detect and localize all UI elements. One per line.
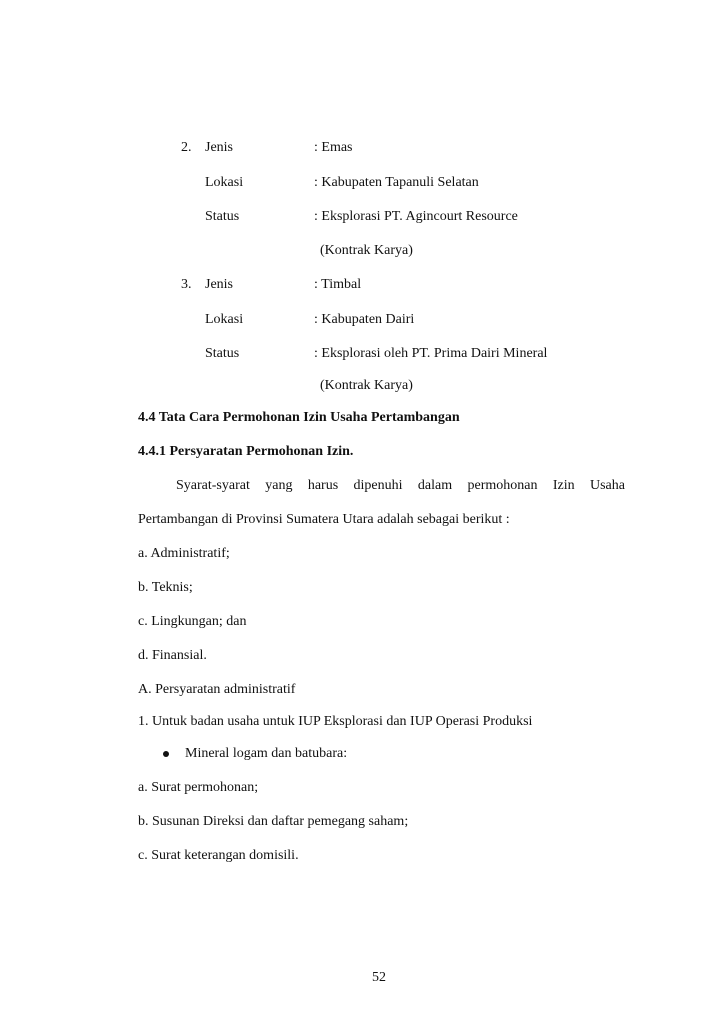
paragraph-word: dipenuhi: [353, 478, 403, 493]
paragraph-word: permohonan: [467, 478, 538, 493]
jenis-label: Jenis: [205, 140, 233, 155]
requirement-item: a. Administratif;: [138, 546, 230, 561]
mineral-number: 3.: [181, 277, 192, 292]
sub-item: a. Surat permohonan;: [138, 780, 259, 795]
status-value: : Eksplorasi PT. Agincourt Resource: [314, 209, 518, 224]
page-number: 52: [372, 970, 386, 985]
lokasi-value: : Kabupaten Dairi: [314, 312, 415, 327]
sub-item: c. Surat keterangan domisili.: [138, 848, 299, 863]
admin-heading: A. Persyaratan administratif: [138, 682, 296, 697]
paragraph-word: harus: [307, 478, 339, 493]
lokasi-value: : Kabupaten Tapanuli Selatan: [314, 175, 479, 190]
bullet-text: Mineral logam dan batubara:: [185, 746, 348, 761]
paragraph-word: yang: [265, 478, 293, 493]
paragraph-word: Usaha: [590, 478, 625, 493]
status-label: Status: [205, 209, 240, 224]
requirement-item: d. Finansial.: [138, 648, 207, 663]
paragraph-word: Syarat-syarat: [176, 478, 250, 493]
subsection-heading: 4.4.1 Persyaratan Permohonan Izin.: [138, 444, 354, 459]
paragraph-line-2: Pertambangan di Provinsi Sumatera Utara adalah sebagai berikut :: [138, 512, 510, 527]
sub-item: b. Susunan Direksi dan daftar pemegang saham;: [138, 814, 409, 829]
status-note: (Kontrak Karya): [320, 243, 413, 258]
status-value: : Eksplorasi oleh PT. Prima Dairi Mineral: [314, 346, 548, 361]
mineral-number: 2.: [181, 140, 192, 155]
requirement-item: c. Lingkungan; dan: [138, 614, 247, 629]
jenis-value: : Timbal: [314, 277, 362, 292]
paragraph-word: Izin: [552, 478, 575, 493]
section-heading: 4.4 Tata Cara Permohonan Izin Usaha Pertambangan: [138, 410, 460, 425]
paragraph-word: dalam: [417, 478, 453, 493]
status-note: (Kontrak Karya): [320, 378, 413, 393]
requirement-item: b. Teknis;: [138, 580, 193, 595]
status-label: Status: [205, 346, 240, 361]
lokasi-label: Lokasi: [205, 175, 244, 190]
admin-item: 1. Untuk badan usaha untuk IUP Eksplorasi dan IUP Operasi Produksi: [138, 714, 533, 729]
jenis-label: Jenis: [205, 277, 233, 292]
paragraph-line-1: [176, 477, 625, 495]
bullet-icon: [163, 751, 169, 757]
lokasi-label: Lokasi: [205, 312, 244, 327]
jenis-value: : Emas: [314, 140, 353, 155]
